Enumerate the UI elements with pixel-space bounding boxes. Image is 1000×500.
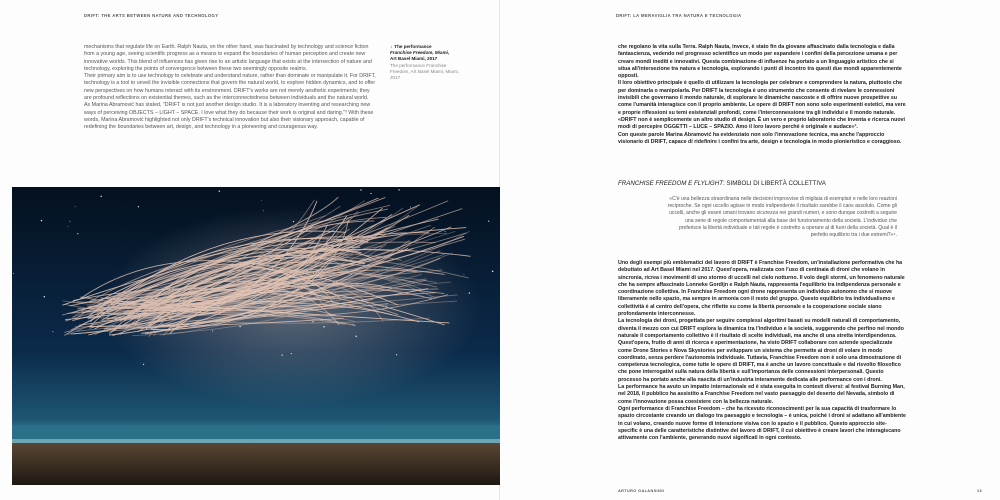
star xyxy=(291,353,292,354)
star xyxy=(323,326,325,328)
drone-swarm-photo xyxy=(12,187,500,485)
star xyxy=(77,233,78,234)
star xyxy=(469,292,470,293)
left-running-head: DRIFT: THE ARTS BETWEEN NATURE AND TECHNOLOGY xyxy=(84,13,219,18)
star xyxy=(172,313,173,314)
right-paragraph: che regolano la vita sulla Terra. Ralph Nauta, invece, è stato fin da giovane affascinato dalla tecnologia e dalla fantascienza, vedendo nel progresso scientifico un modo per espandere i confini della percezione umana e per creare mondi inediti e innovativi. Questa combinazione di influenze ha portato a un linguaggio artistico che si situa all'intersezione tra natura e tecnologia, esplorando i punti di incontro tra questi due mondi apparentemente opposti. xyxy=(618,44,902,80)
right-running-head: DRIFT: LA MERAVIGLIA TRA NATURA E TECNOLOGIA xyxy=(616,13,742,18)
star xyxy=(263,210,264,211)
star xyxy=(396,354,397,355)
star xyxy=(464,274,465,275)
drone-swarm-illustration xyxy=(12,187,500,485)
caption-translation: The performance Franchise Freedom, Art Basel Miami, Miami, 2017 xyxy=(390,63,459,80)
right-paragraph: Con queste parole Marina Abramović ha evidenziato non solo l'innovazione tecnica, ma anche l'approccio visionario di DRIFT, capace di ridefinire i confini tra arte, design e tecnologia in modo pionieristico e coraggioso. xyxy=(618,131,902,145)
star xyxy=(100,196,101,197)
star xyxy=(41,220,42,221)
section-heading-title: FRANCHISE FREEDOM E FLYLIGHT xyxy=(618,180,723,187)
star xyxy=(410,207,411,208)
right-paragraph: Uno degli esempi più emblematici del lavoro di DRIFT è Franchise Freedom, un'installazione performativa che ha debuttato ad Art Basel Miami nel 2017. Quest'opera, realizzata con l'uso di centinaia di droni che volano in sincronia, ricrea i movimenti di uno stormo di uccelli nel cielo notturno. Il volo degli stormi, un fenomeno naturale che ha sempre affascinato Lonneke Gordijn e Ralph Nauta, rappresenta l'equilibrio tra indipendenza personale e coordinazione collettiva. In Franchise Freedom ogni drone rappresenta un individuo autonomo che si muove liberamente nello spazio, ma sempre in armonia con il resto del gruppo. Questo equilibrio tra individualismo e collettività è al centro dell'opera, che riflette su come la libertà personale e la cooperazione sociale siano profondamente interconnesse. xyxy=(618,260,905,318)
right-paragraph: Il loro obiettivo principale è quello di utilizzare la tecnologia per celebrare e comprendere la natura, piuttosto che per dominarla o manipolarla. Per DRIFT la tecnologia è uno strumento che consente di rivelare le connessioni invisibili che governano il mondo naturale, di esplorare le dinamiche nascoste e di offrire nuove prospettive su come l'umanità interagisce con il proprio ambiente. Le opere di DRIFT non sono solo esperimenti estetici, ma vere e proprie riflessioni su temi esistenziali profondi, come l'interconnessione tra gli individui e il mondo naturale. xyxy=(618,80,906,116)
star xyxy=(281,354,282,355)
left-paragraph: mechanisms that regulate life on Earth. Ralph Nauta, on the other hand, was fascinated by technology and science fiction from a young age, seeing scientific progress as a means to expand the boundaries of human perception and create new innovative worlds. This blend of influences has given rise to an artistic language that exists at the intersection of nature and technology, exploring the points of convergence between these two seemingly opposite realms. xyxy=(84,44,372,72)
caption-title: The performance xyxy=(394,44,432,49)
left-body-text xyxy=(84,44,377,132)
star xyxy=(492,271,494,273)
star xyxy=(52,331,53,332)
left-paragraph: Their primary aim is to use technology to celebrate and understand nature, rather than dominate or manipulate it. For DRIFT, technology is a tool to unveil the invisible connections that govern the natural world, to explore hidden dynamics, and to offer new perspectives on how humans interact with its environment. DRIFT's works are not merely aesthetic experiments; they are profound reflections on existential themes, such as the interconnectedness between individuals and the natural world. xyxy=(84,73,376,102)
right-paragraph: «DRIFT non è semplicemente un altro studio di design. È un vero e proprio laboratorio che inventa e ricerca nuovi modi di percepire OGGETTI – LUCE – SPAZIO. Amo il loro lavoro perché è originale e audace»³. xyxy=(618,116,905,131)
star xyxy=(44,296,45,297)
right-page xyxy=(500,0,1000,500)
section-heading-subtitle: : SIMBOLI DI LIBERTÀ COLLETTIVA xyxy=(722,180,826,187)
star xyxy=(445,231,446,232)
star xyxy=(68,226,69,227)
left-paragraph: As Marina Abramović has stated, "DRIFT is not just another design studio. It is a laboratory inventing and researching new ways of perceiving OBJECTS – LIGHT – SPACE. I love what they do because their work is original and daring."³ With these words, Marina Abramović highlighted not only DRIFT's technical innovation but also their visionary approach, capable of redefining the boundaries between art, design, and technology in a pioneering and courageous way. xyxy=(84,102,374,131)
star xyxy=(370,193,371,194)
star xyxy=(261,200,262,201)
star xyxy=(488,220,489,221)
star xyxy=(69,221,70,222)
right-paragraph: La tecnologia dei droni, progettata per seguire complessi algoritmi basati su modelli naturali di comportamento, diventa il mezzo con cui DRIFT esplora la dinamica tra l'individuo e la società, suggerendo che perfino nel mondo naturale il comportamento collettivo è il risultato di scelte individuali, ma anche di una stretta interdipendenza. Quest'opera, frutto di anni di ricerca e sperimentazione, ha visto DRIFT collaborare con aziende specializzate come Drone Stories e Nova Skystories per sviluppare un sistema che permette ai droni di volare in modo coordinato, senza perdere l'autonomia individuale. Tuttavia, Franchise Freedom non è solo una dimostrazione di competenza tecnologica, come tutte le opere di DRIFT, ma è anche un lavoro concettuale e dal risvolto filosofico che pone interrogativi sulla natura della libertà e sull'importanza delle connessioni interpersonali. Questo processo ha portato anche alla nascita di un'industria interamente dedicata alle performance con i droni. xyxy=(618,318,904,383)
star xyxy=(138,206,139,207)
right-paragraph: Ogni performance di Franchise Freedom – che ha ricevuto riconoscimenti per la sua capacità di trasformare lo spazio circostante creando un dialogo tra paesaggio e tecnologia – è unica, poiché i droni si adattano all'ambiente in cui volano, creando nuove forme di interazione visiva con lo spazio e il pubblico. Questo approccio site-specific è una delle caratteristiche distintive del lavoro di DRIFT, il cui obiettivo è creare lavori che interagiscano attivamente con l'ambiente, generando nuovi significati in ogni contesto. xyxy=(618,405,906,442)
star xyxy=(162,325,163,326)
star xyxy=(360,189,361,190)
footer-author: ARTURO GALANSINO xyxy=(618,489,665,493)
star xyxy=(312,321,313,322)
caption-arrow-icon: ↓ xyxy=(390,44,393,49)
star xyxy=(212,330,213,331)
star xyxy=(398,189,399,190)
star xyxy=(269,279,270,280)
star xyxy=(75,206,76,207)
page-number: 13 xyxy=(976,489,982,493)
star xyxy=(322,321,323,322)
right-intro-text xyxy=(618,44,906,146)
star xyxy=(355,336,357,338)
caption-venue: Art Basel Miami, 2017 xyxy=(390,56,438,61)
caption-work: Franchise Freedom, Miami, xyxy=(390,50,450,55)
section-heading xyxy=(618,180,908,187)
star xyxy=(13,273,14,274)
star xyxy=(386,306,387,307)
beach-sand xyxy=(12,443,500,485)
star xyxy=(293,221,294,222)
pull-quote: «C'è una bellezza straordinaria nelle decisioni improvvise di migliaia di esemplari e nelle loro reazioni reciproche. Se ogni uccello agisse in modo indipendente il risultato sarebbe il caos assoluto. Come gli uccelli, anche gli esseri umani trovano sicurezza nei grandi numeri, e sono dunque costretti a seguire una serie di regole comportamentali alla base del funzionamento della società. L'individuo che preferisce la libertà individuale e tali regole è costretto a operare al di fuori della società. Qual è il perfetto equilibrio tra i due estremi?»⁴. xyxy=(667,196,897,239)
right-paragraph: La performance ha avuto un impatto internazionale ed è stata eseguita in contesti diversi: al festival Burning Man, nel 2018, il pubblico ha assistito a Franchise Freedom nel vasto paesaggio del deserto del Nevada, simbolo di come l'innovazione possa coesistere con la bellezza naturale. xyxy=(618,384,905,405)
right-body-text xyxy=(618,260,906,442)
star xyxy=(133,304,134,305)
photo-caption xyxy=(390,44,465,81)
star xyxy=(219,190,220,191)
star xyxy=(143,364,144,365)
star xyxy=(313,273,314,274)
star xyxy=(239,326,241,328)
star xyxy=(353,324,354,325)
